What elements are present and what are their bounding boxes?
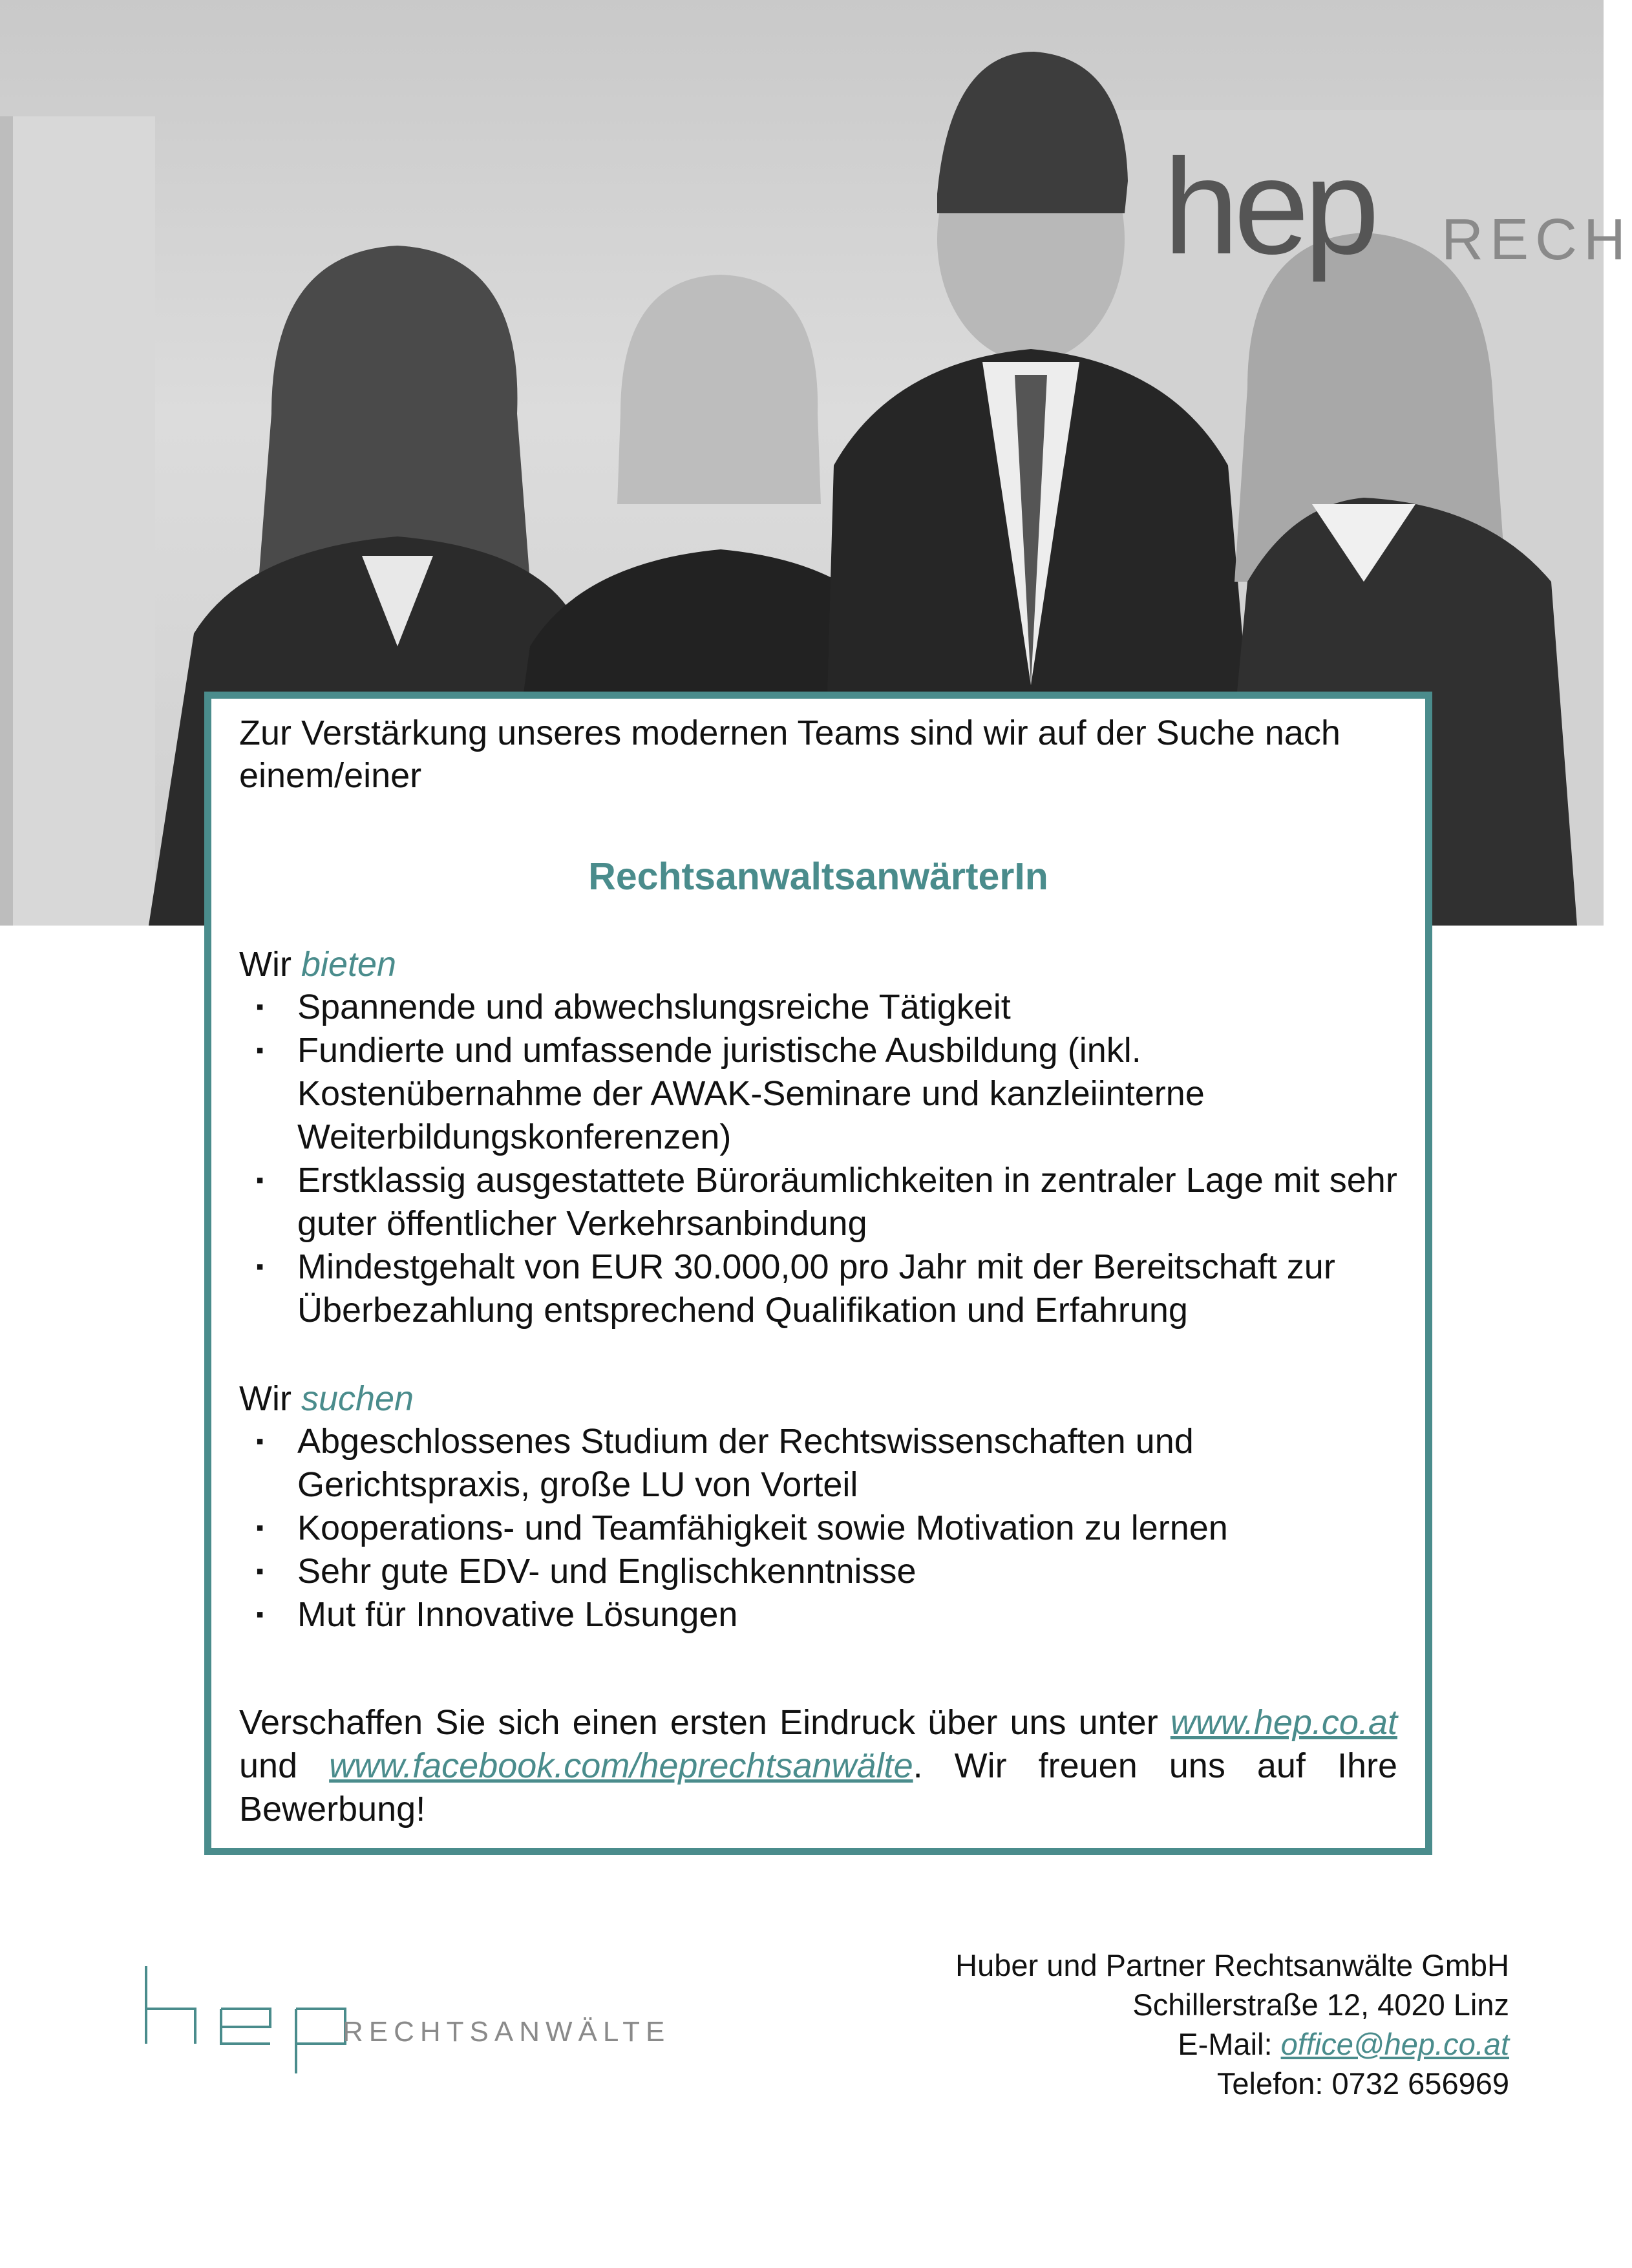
- company-email-row: [955, 2024, 1509, 2064]
- office-wall-logo-sub: RECH: [1441, 207, 1632, 272]
- seek-item: ▪ Kooperations- und Teamfähigkeit sowie Motivation zu lernen: [297, 1507, 1397, 1550]
- seek-heading-lead: Wir: [239, 1379, 301, 1418]
- job-title: RechtsanwaltsanwärterIn: [588, 855, 1048, 898]
- closing-text-3: . Wir freuen uns auf Ihre Bewerbung!: [239, 1746, 1397, 1828]
- ad-intro: Zur Verstärkung unseres modernen Teams sind wir auf der Suche nach einem/einer: [239, 714, 1341, 795]
- company-contact: [955, 1945, 1509, 2103]
- company-name: Huber und Partner Rechtsanwälte GmbH: [955, 1948, 1509, 1982]
- logo-subtitle: RECHTSANWÄLTE: [343, 2016, 671, 2048]
- closing-paragraph: [239, 1701, 1397, 1831]
- seek-item: ▪ Mut für Innovative Lösungen: [297, 1593, 1397, 1637]
- company-phone: Telefon: 0732 656969: [1216, 2066, 1509, 2101]
- job-ad-box: [204, 692, 1432, 1855]
- facebook-link[interactable]: www.facebook.com/heprechtsanwälte: [329, 1746, 913, 1785]
- seek-heading-accent: suchen: [301, 1379, 414, 1418]
- closing-text-1: Verschaffen Sie sich einen ersten Eindruck über uns unter: [239, 1703, 1171, 1742]
- offer-heading-accent: bieten: [301, 945, 397, 984]
- office-wall-logo: hep: [1163, 131, 1375, 282]
- offer-heading: [239, 943, 1397, 986]
- offer-item: ▪ Fundierte und umfassende juristische Ausbildung (inkl. Kostenübernahme der AWAK-Seminare und kanzleiinterne Weiterbildungskonferenzen): [297, 1029, 1397, 1159]
- hep-logo: [143, 1965, 673, 2075]
- seek-heading: [239, 1377, 1397, 1420]
- offer-heading-lead: Wir: [239, 945, 301, 984]
- closing-text-2: und: [239, 1746, 330, 1785]
- offer-item: ▪ Spannende und abwechslungsreiche Tätigkeit: [297, 986, 1397, 1029]
- company-address: Schillerstraße 12, 4020 Linz: [1132, 1987, 1509, 2022]
- website-link[interactable]: www.hep.co.at: [1170, 1703, 1397, 1742]
- seek-item: ▪ Sehr gute EDV- und Englischkenntnisse: [297, 1550, 1397, 1593]
- seek-item: ▪ Abgeschlossenes Studium der Rechtswissenschaften und Gerichtspraxis, große LU von Vorteil: [297, 1420, 1397, 1507]
- offer-item: ▪ Erstklassig ausgestattete Büroräumlichkeiten in zentraler Lage mit sehr guter öffentlicher Verkehrsanbindung: [297, 1159, 1397, 1245]
- email-link[interactable]: office@hep.co.at: [1280, 2027, 1509, 2061]
- email-label: E-Mail:: [1178, 2027, 1281, 2061]
- offer-list: [239, 986, 1397, 1332]
- offer-item: ▪ Mindestgehalt von EUR 30.000,00 pro Jahr mit der Bereitschaft zur Überbezahlung entsprechend Qualifikation und Erfahrung: [297, 1245, 1397, 1332]
- seek-list: [239, 1420, 1397, 1637]
- job-ad-content: [239, 712, 1397, 1831]
